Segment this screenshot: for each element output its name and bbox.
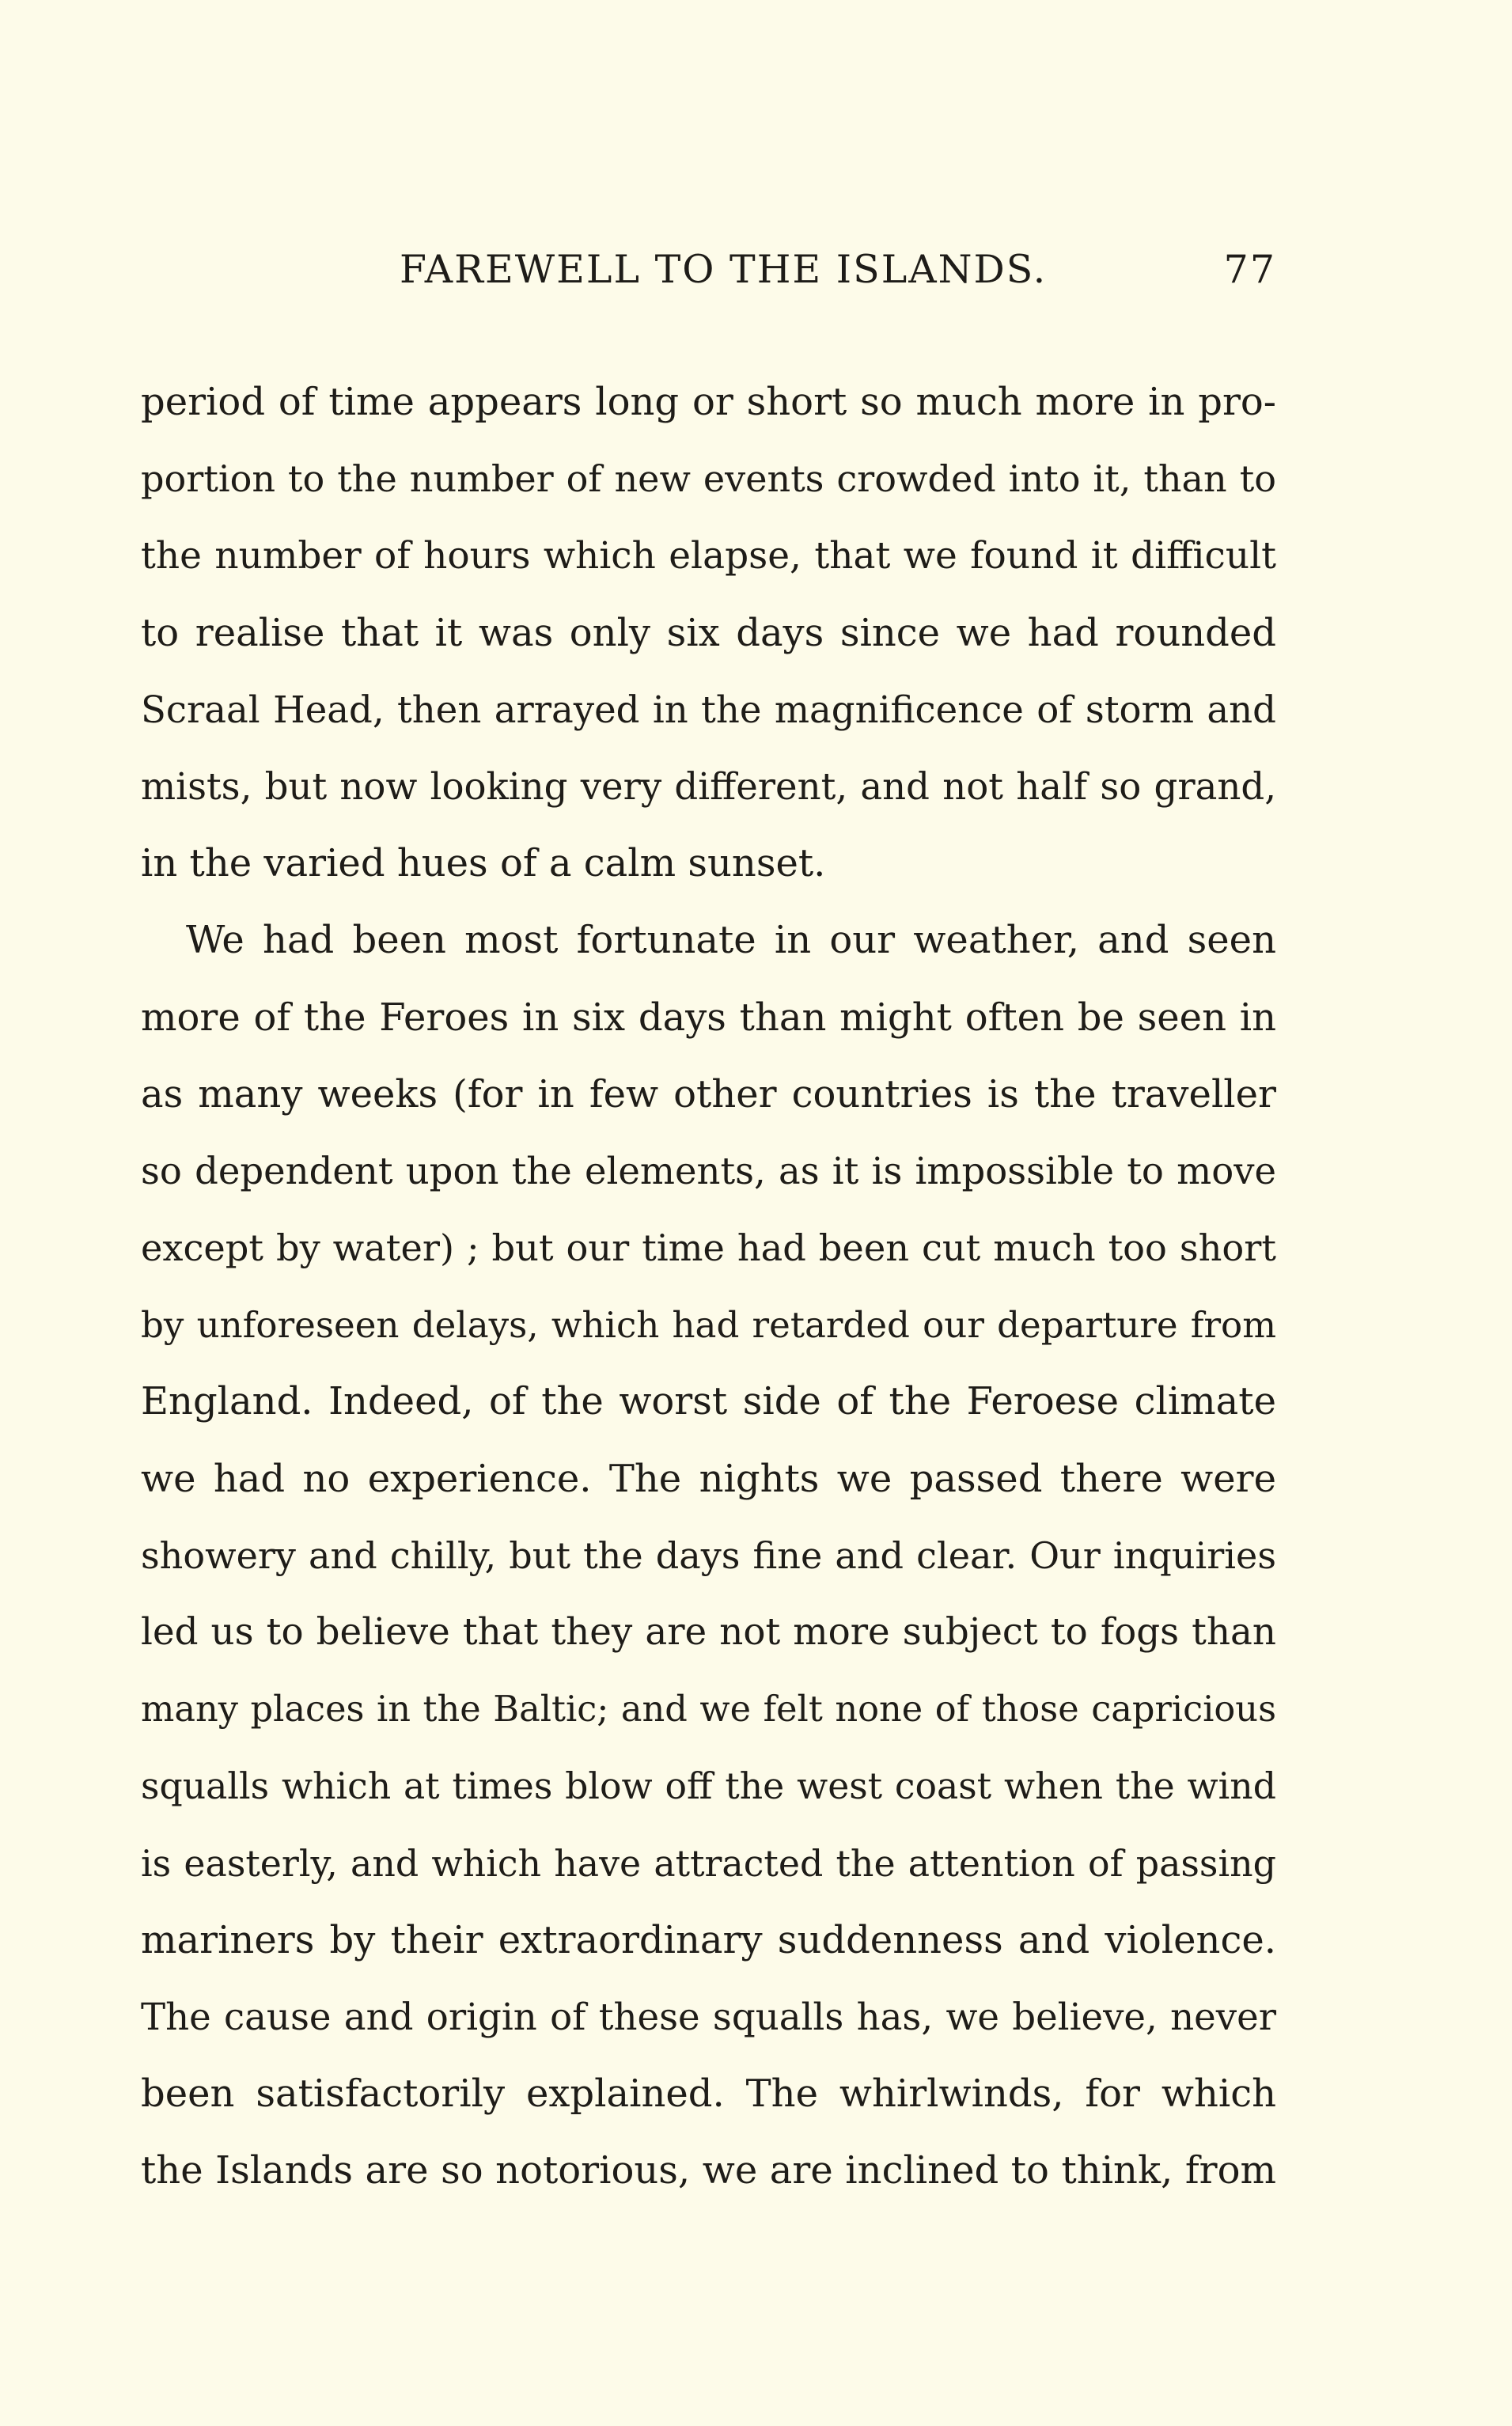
body-text [141,364,1276,2210]
text-line: squalls which at times blow off the west coast when the wind [141,1765,1276,1808]
text-line: the Islands are so notorious, we are inclined to think, from [141,2148,1276,2193]
text-line: as many weeks (for in few other countries is the traveller [141,1071,1276,1116]
text-line: Scraal Head, then arrayed in the magnificence of storm and [141,688,1276,731]
text-line: The cause and origin of these squalls has, we believe, never [141,1995,1276,2038]
running-head [400,242,1276,298]
text-line: in the varied hues of a calm sunset. [141,841,826,886]
text-line: mists, but now looking very different, and not half so grand, [141,764,1276,808]
text-line: England. Indeed, of the worst side of the Feroese climate [141,1379,1276,1424]
text-line: the number of hours which elapse, that we found it difficult [141,534,1276,578]
text-line: we had no experience. The nights we passed there were [141,1456,1276,1501]
running-title: FAREWELL TO THE ISLANDS. [400,247,1048,292]
text-line: showery and chilly, but the days fine and clear. Our inquiries [141,1533,1276,1577]
text-line: portion to the number of new events crowded into it, than to [141,457,1276,501]
text-line: period of time appears long or short so much more in pro- [141,380,1276,424]
text-line: by unforeseen delays, which had retarded our departure from [141,1304,1276,1347]
text-line: except by water) ; but our time had been cut much too short [141,1226,1276,1270]
text-line: is easterly, and which have attracted the attention of passing [141,1841,1276,1885]
page-number: 77 [1223,247,1276,292]
text-line: more of the Feroes in six days than might often be seen in [141,995,1276,1040]
text-line: to realise that it was only six days since we had rounded [141,610,1276,655]
text-line: been satisfactorily explained. The whirlwinds, for which [141,2072,1276,2117]
text-line: many places in the Baltic; and we felt none of those capricious [141,1689,1276,1730]
text-line: We had been most fortunate in our weather, and seen [186,918,1276,963]
text-line: led us to believe that they are not more subject to fogs than [141,1611,1276,1654]
text-line: mariners by their extraordinary suddenness and violence. [141,1917,1276,1962]
text-line: so dependent upon the elements, as it is impossible to move [141,1149,1276,1192]
